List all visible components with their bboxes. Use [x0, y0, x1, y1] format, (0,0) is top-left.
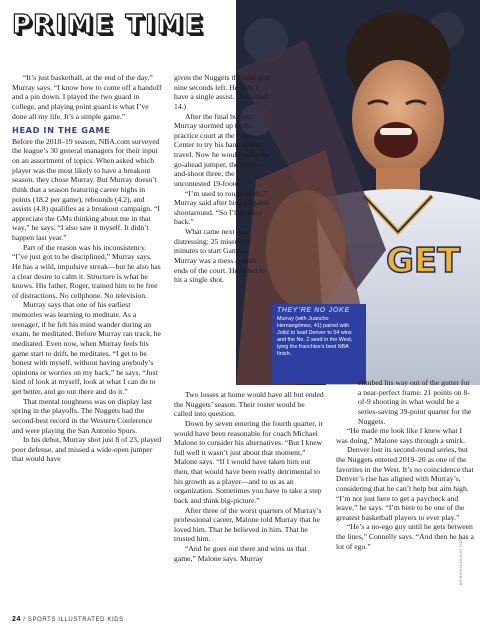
article-column-3	[336, 378, 474, 551]
paragraph: Part of the reason was his inconsistency. “I’ve just got to be disciplined,” Murray says. He has a wild, impulsive streak—but he also has a clear desire to calm it. Structure is what he knows. His father, Roger, trained him to be free of distractions. No cellphone. No television.	[12, 242, 161, 300]
paragraph: “And he goes out there and wins us that game,” Malone says. Murray	[174, 544, 307, 563]
paragraph: Denver lost its second-round series, but the Nuggets entered 2019–20 as one of the favorites in the West. It’s no coincidence that Denver’s rise has aligned with Murray’s, considering that he can’t help but aim high. “I’m not just here to get a paycheck and leave,” he says. “I’m here to be one of the greatest basketball players to ever play.”	[336, 445, 474, 522]
footer-separator: /	[23, 617, 26, 623]
caption-heading: THEY’RE NO JOKE	[277, 307, 350, 314]
paragraph: “He made me look like I knew what I was doing,” Malone says through a smirk.	[336, 426, 466, 445]
page-number: 24	[12, 616, 21, 623]
paragraph: After the final buzzer, Murray stormed up to the practice court at the Pepsi Center to try his hand at time travel. Now he would make the go-ahead jumper, the catch-and-shoot three, the uncontested 19-footer.	[174, 111, 270, 188]
paragraph: In his debut, Murray shot just 8 of 23, played poor defense, and missed a wide-open jumper that would have	[12, 435, 162, 464]
jersey-lettering: GET	[386, 241, 461, 281]
paragraph: “It’s just basketball, at the end of the day,” Murray says. “I know how to come off a handoff and a pin down. I played the two guard in college, and playing point guard is what I’ve done all my life. It’s a simple game.”	[12, 73, 162, 121]
article-column-1	[12, 73, 162, 464]
page-title: PRIME TIME	[12, 10, 205, 40]
paragraph: Two losses at home would have all but ended the Nuggets’ season. Their roster would be called into question.	[174, 390, 324, 419]
paragraph: What came next was distressing: 25 miserable minutes to start Game 2. Murray was a mess at both ends of the court. He failed to hit a single shot.	[174, 227, 266, 285]
paragraph: given the Nuggets the lead with nine seconds left. He didn’t have a single assist. (Jokić had 14.)	[174, 73, 271, 111]
section-subhead: HEAD IN THE GAME	[12, 125, 111, 136]
photo-caption	[272, 304, 366, 384]
page-footer	[12, 616, 124, 623]
publication-name: SPORTS ILLUSTRATED KIDS	[27, 617, 124, 623]
article-column-2-upper	[174, 73, 272, 285]
paragraph: Before the 2018–19 season, NBA.com surveyed the league’s 30 general managers for their input on an assortment of topics. When asked which player was the most likely to have a breakout season, they chose Murray. But Murray doesn’t think that a season featuring career highs in points (18.2 per game), rebounds (4.2), and assists (4.8) qualifies as a breakout campaign. “I appreciate the GMs thinking about me in that way,” he says. “I also saw it myself. It didn’t happen last year.”	[12, 136, 160, 242]
paragraph: Murray says that one of his earliest memories was learning to meditate. As a teenager, if he felt his mind wander during an exam, he meditated. Before Murray ran track, he meditated. Even now, when Murray feels his game start to drift, he meditates. “I get to be honest with myself, without having anybody’s opinions or worries on my back,” he says. “Just kind of look at myself, look at what I can do to get better, and go out there and do it.”	[12, 300, 161, 396]
caption-text: Murray (with Juancho Hernangómez, 41) paired with Jokić to lead Denver to 54 wins and the No. 2 seed in the West, tying the franchise’s best NBA finish.	[277, 316, 353, 357]
paragraph: After three of the worst quarters of Murray’s professional career, Malone told Murray that he loved him. That he believed in him. That he trusted him.	[174, 505, 322, 544]
paragraph: climbed his way out of the gutter for a near-perfect frame: 21 points on 8-of-9 shooting in what would be a series-saving 39-point quarter for the Nuggets.	[358, 378, 472, 426]
article-column-2-lower	[174, 390, 324, 563]
paragraph: Down by seven entering the fourth quarter, it would have been reasonable for coach Michael Malone to consider his alternatives. “But I knew full well it wasn’t just about that moment,” Malone says. “If I would have taken him out then, that would have been really detrimental to his growth as a player—and to us as an organization. Sometimes you have to take a step back and think big-picture.”	[174, 418, 323, 505]
paragraph: “I’m used to rough starts,” Murray said after his postgame shootaround. “So I’ll bounce back.”	[174, 188, 270, 227]
photo-credit: BOBDONNAN/SI.COM	[458, 535, 463, 585]
paragraph: “He’s a no-ego guy until he gets between the lines,” Connelly says. “And then he has a lot of ego.”	[336, 522, 474, 551]
paragraph: That mental toughness was on display last spring in the playoffs. The Nuggets had the second-best record in the Western Conference and were playing the San Antonio Spurs.	[12, 396, 153, 435]
